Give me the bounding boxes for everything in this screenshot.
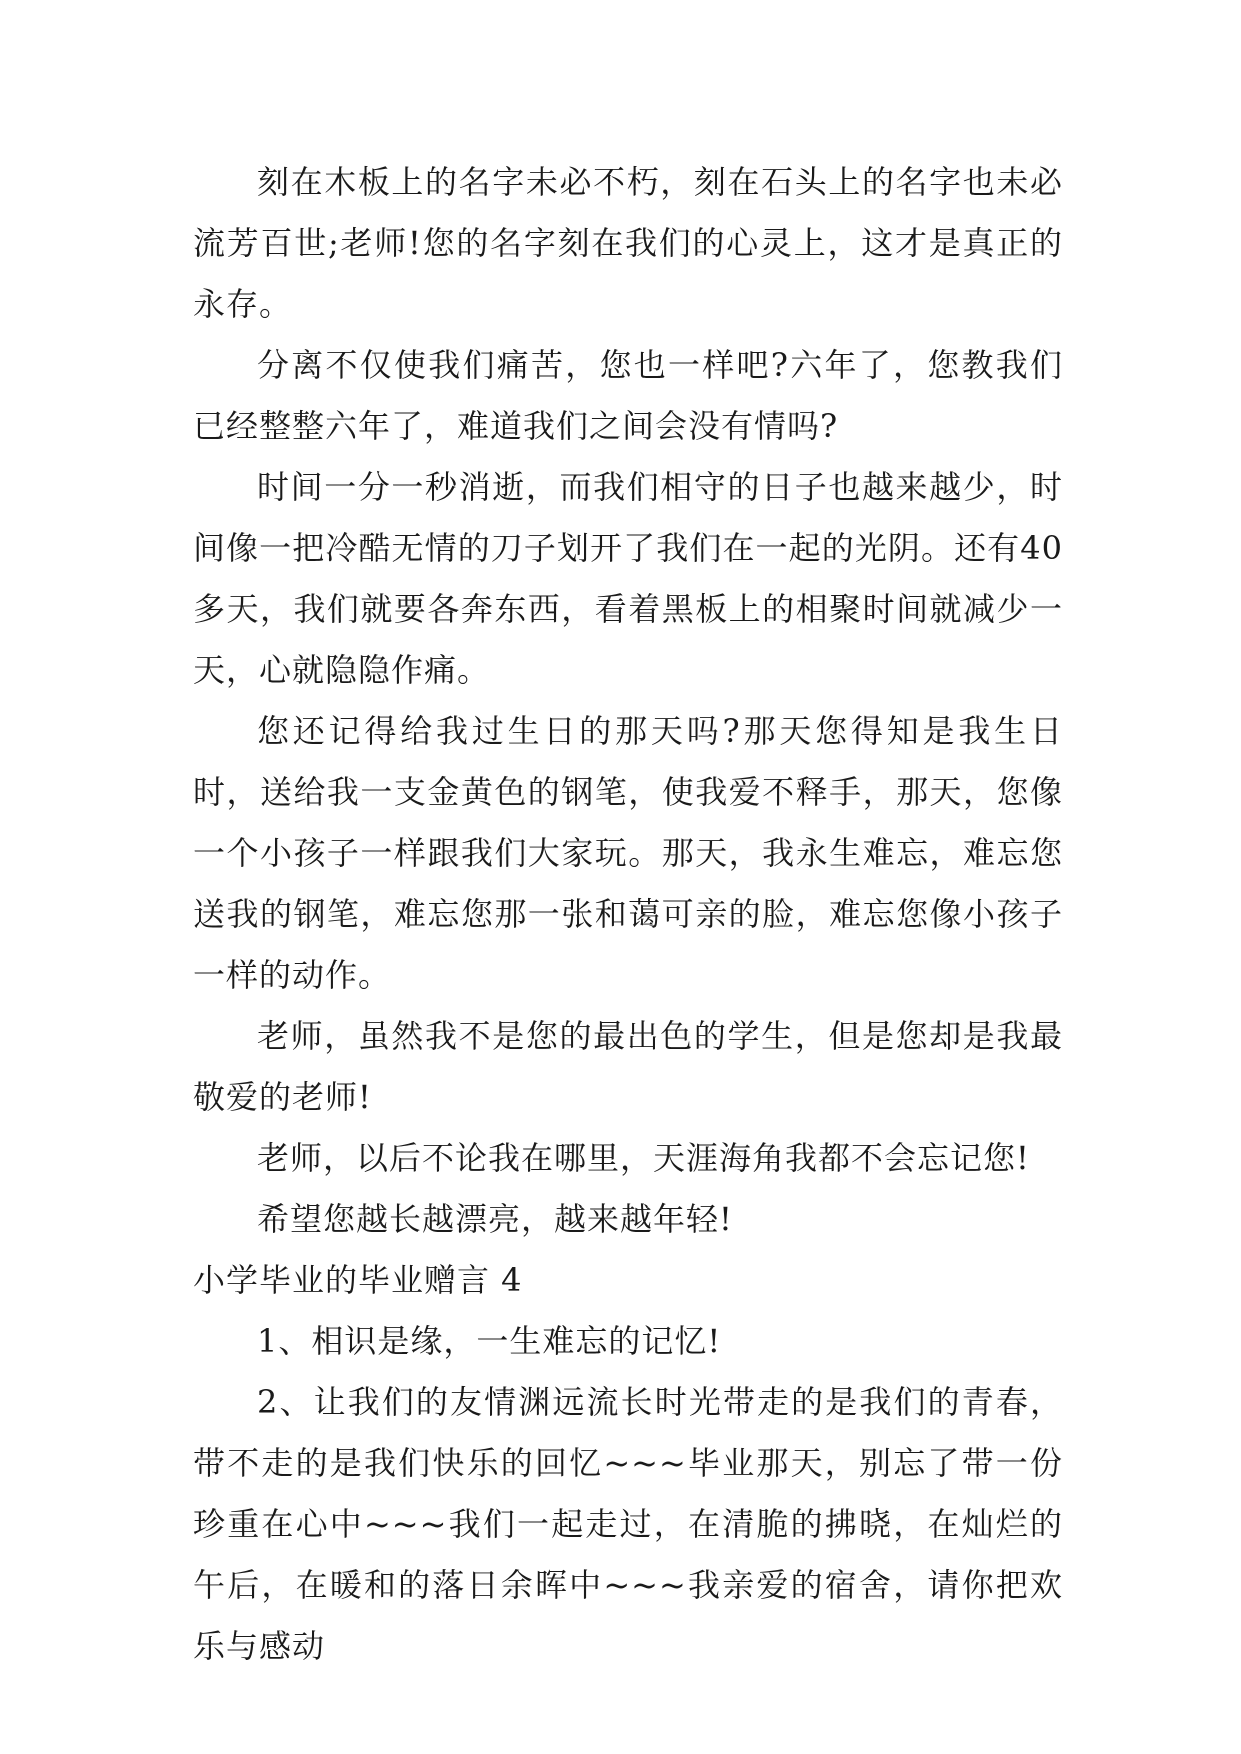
paragraph: 1、相识是缘，一生难忘的记忆! [257, 1322, 722, 1360]
paragraph: 分离不仅使我们痛苦，您也一样吧?六年了，您教我们已经整整六年了，难道我们之间会没有情吗? [193, 346, 1063, 445]
paragraph: 希望您越长越漂亮，越来越年轻! [257, 1200, 733, 1238]
paragraph: 老师，虽然我不是您的最出色的学生，但是您却是我最敬爱的老师! [193, 1017, 1063, 1116]
paragraph: 刻在木板上的名字未必不朽，刻在石头上的名字也未必流芳百世;老师!您的名字刻在我们的心灵上，这才是真正的永存。 [193, 163, 1063, 323]
paragraph: 时间一分一秒消逝，而我们相守的日子也越来越少，时间像一把冷酷无情的刀子划开了我们在一起的光阴。还有40多天，我们就要各奔东西，看着黑板上的相聚时间就减少一天，心就隐隐作痛。 [193, 468, 1063, 689]
paragraph: 您还记得给我过生日的那天吗?那天您得知是我生日时，送给我一支金黄色的钢笔，使我爱不释手，那天，您像一个小孩子一样跟我们大家玩。那天，我永生难忘，难忘您送我的钢笔，难忘您那一张和蔼可亲的脸，难忘您像小孩子一样的动作。 [193, 712, 1063, 994]
paragraph: 2、让我们的友情渊远流长时光带走的是我们的青春，带不走的是我们快乐的回忆~~~毕业那天，别忘了带一份珍重在心中~~~我们一起走过，在清脆的拂晓，在灿烂的午后，在暖和的落日余晖中~~~我亲爱的宿舍，请你把欢乐与感动 [193, 1383, 1063, 1665]
paragraph: 老师，以后不论我在哪里，天涯海角我都不会忘记您! [257, 1139, 1030, 1177]
document-body [193, 152, 1063, 1677]
section-title: 小学毕业的毕业赠言 4 [193, 1261, 523, 1299]
